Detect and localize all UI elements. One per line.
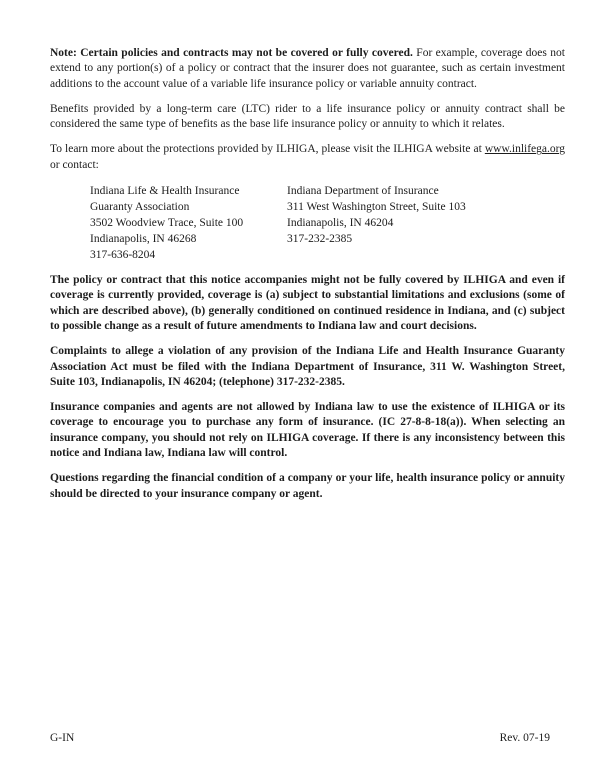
notice-body [50,46,565,512]
address-line: 3502 Woodview Trace, Suite 100 [90,217,244,230]
address-line: Indianapolis, IN 46204 [287,217,394,230]
address-line: Indiana Life & Health Insurance [90,185,240,198]
address-line: Indianapolis, IN 46268 [90,233,197,246]
address-line: Indiana Department of Insurance [287,185,439,198]
learn-more-after-text: or contact: [50,158,99,171]
guaranty-association-address [90,183,287,263]
note-rest-text: For example, coverage does not extend to any portion(s) of a policy or contract that the insurer does not guarantee, such as certain investment additions to the account value of a variable life insurance policy or variable annuity contract. [50,47,565,90]
note-bold-lead: Note: Certain policies and contracts may not be covered or fully covered. [50,47,413,59]
paragraph-ltc-rider: Benefits provided by a long-term care (LTC) rider to a life insurance policy or annuity contract shall be considered the same type of benefits as the base life insurance policy or annuity to which it relates. [50,102,565,131]
paragraph-policy-coverage: The policy or contract that this notice accompanies might not be fully covered by ILHIGA and even if coverage is currently provided, coverage is (a) subject to substantial limitations and exclusions (some of which are described above), (b) generally conditioned on continued residence in Indiana, and (c) subject to possible change as a result of future amendments to Indiana law and court decisions. [50,274,565,332]
department-of-insurance-address [287,183,466,263]
learn-more-before-text: To learn more about the protections provided by ILHIGA, please visit the ILHIGA website at [50,143,482,156]
phone-number: 317-232-2385 [287,233,353,246]
form-code: G-IN [50,732,75,744]
page-footer [50,731,550,746]
paragraph-learn-more [50,142,565,173]
paragraph-complaints: Complaints to allege a violation of any provision of the Indiana Life and Health Insurance Guaranty Association Act must be filed with the Indiana Department of Insurance, 311 W. Washington Street, Suite 103, Indianapolis, IN 46204; (telephone) 317-232-2385. [50,345,565,388]
phone-number: 317-636-8204 [90,249,156,262]
paragraph-note [50,46,565,92]
paragraph-insurance-companies: Insurance companies and agents are not allowed by Indiana law to use the existence of ILHIGA or its coverage to encourage you to purchase any form of insurance. (IC 27-8-8-18(a)). When selecting an insurance company, you should not rely on ILHIGA coverage. If there is any inconsistency between this notice and Indiana law, Indiana law will control. [50,401,565,460]
address-line: Guaranty Association [90,201,190,214]
ilhiga-website-link[interactable]: www.inlifega.org [484,143,565,156]
contact-block [50,183,565,263]
address-line: 311 West Washington Street, Suite 103 [287,201,466,214]
revision-code: Rev. 07-19 [499,732,550,744]
paragraph-questions: Questions regarding the financial condition of a company or your life, health insurance policy or annuity should be directed to your insurance company or agent. [50,472,565,500]
